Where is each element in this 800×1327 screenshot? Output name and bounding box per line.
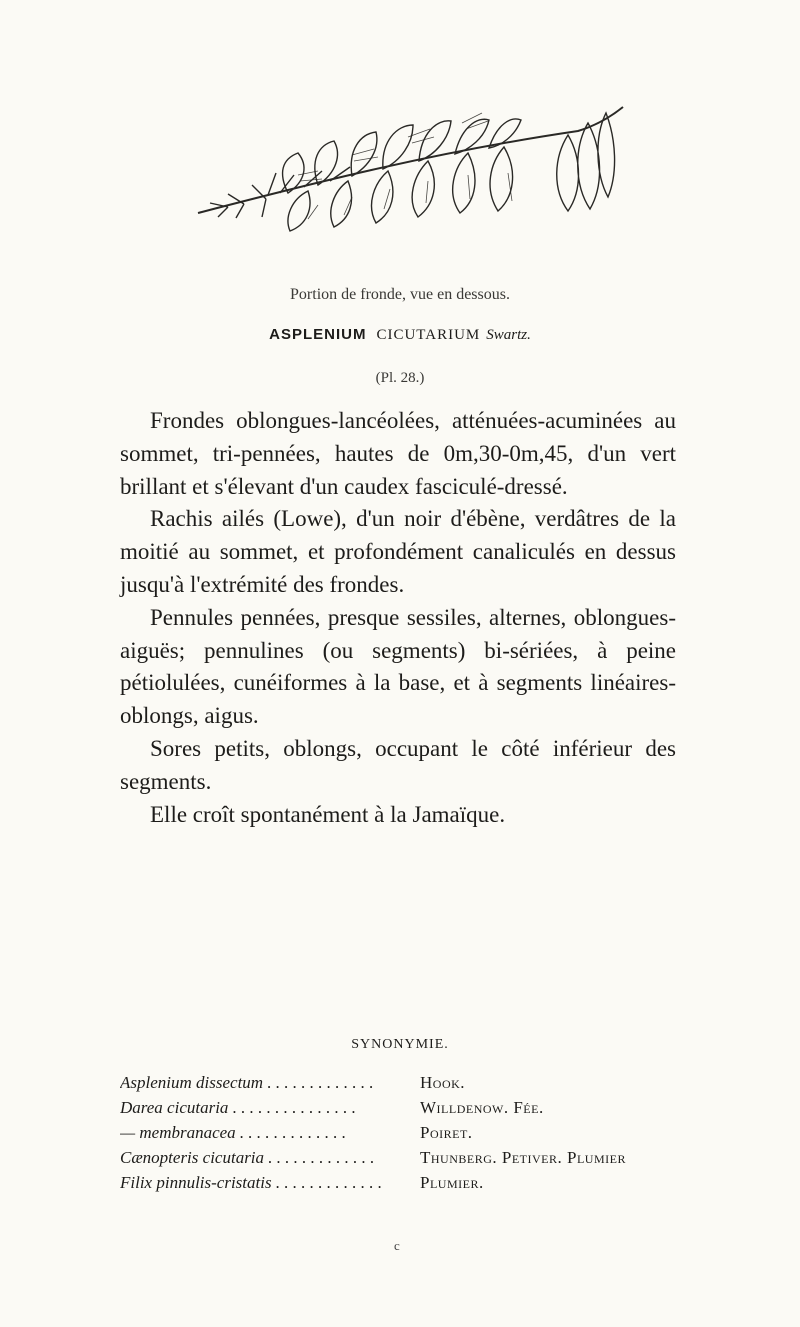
synonym-authority: Poiret. [420, 1123, 473, 1142]
description-paragraph: Elle croît spontanément à la Jamaïque. [150, 801, 506, 827]
synonymy-heading: SYNONYMIE. [351, 1037, 449, 1052]
synonymy-row [120, 1095, 760, 1120]
synonym-authority: Hook. [420, 1073, 466, 1092]
description-paragraph: Frondes oblongues-lancéolées, atténuées-acuminées au sommet, tri-pennées, hautes de 0m,30-0m,45, d'un vert brillant et s'élevant d'un caudex fasciculé-dressé. [120, 408, 676, 499]
synonymy-row [120, 1145, 760, 1170]
synonymy-row [120, 1070, 760, 1095]
figure-caption: Portion de fronde, vue en dessous. [290, 286, 510, 303]
synonymy-row [120, 1170, 760, 1195]
synonym-name: Filix pinnulis-cristatis . . . . . . . . . . . . . [120, 1173, 383, 1192]
synonym-name: Asplenium dissectum . . . . . . . . . . . . . [120, 1073, 374, 1092]
synonym-authority: Plumier. [420, 1173, 484, 1192]
frond-illustration [168, 95, 630, 277]
description-paragraph: Sores petits, oblongs, occupant le côté inférieur des segments. [120, 735, 676, 794]
plate-reference: (Pl. 28.) [375, 370, 425, 386]
description-paragraph: Rachis ailés (Lowe), d'un noir d'ébène, verdâtres de la moitié au sommet, et profondément canaliculés en dessus jusqu'à l'extrémité des frondes. [120, 506, 676, 597]
synonym-authority: Thunberg. Petiver. Plumier [420, 1148, 626, 1167]
title-species: CICUTARIUM [376, 327, 481, 343]
description [120, 405, 676, 831]
synonym-authority: Willdenow. Fée. [420, 1098, 544, 1117]
title-genus: ASPLENIUM [269, 326, 367, 343]
synonym-name: — membranacea . . . . . . . . . . . . . [120, 1123, 347, 1142]
synonymy-table [120, 1070, 760, 1195]
signature-mark: c [394, 1238, 400, 1253]
species-title [0, 326, 800, 344]
synonym-name: Darea cicutaria . . . . . . . . . . . . . . . [120, 1098, 356, 1117]
title-author: Swartz. [486, 327, 531, 343]
synonymy-row [120, 1120, 760, 1145]
synonym-name: Cænopteris cicutaria . . . . . . . . . . . . . [120, 1148, 375, 1167]
description-paragraph: Pennules pennées, presque sessiles, alternes, oblongues-aiguës; pennulines (ou segments) bi-sériées, à peine pétiolulées, cunéiformes à la base, et à segments linéaires-oblongs, aigus. [120, 604, 676, 729]
